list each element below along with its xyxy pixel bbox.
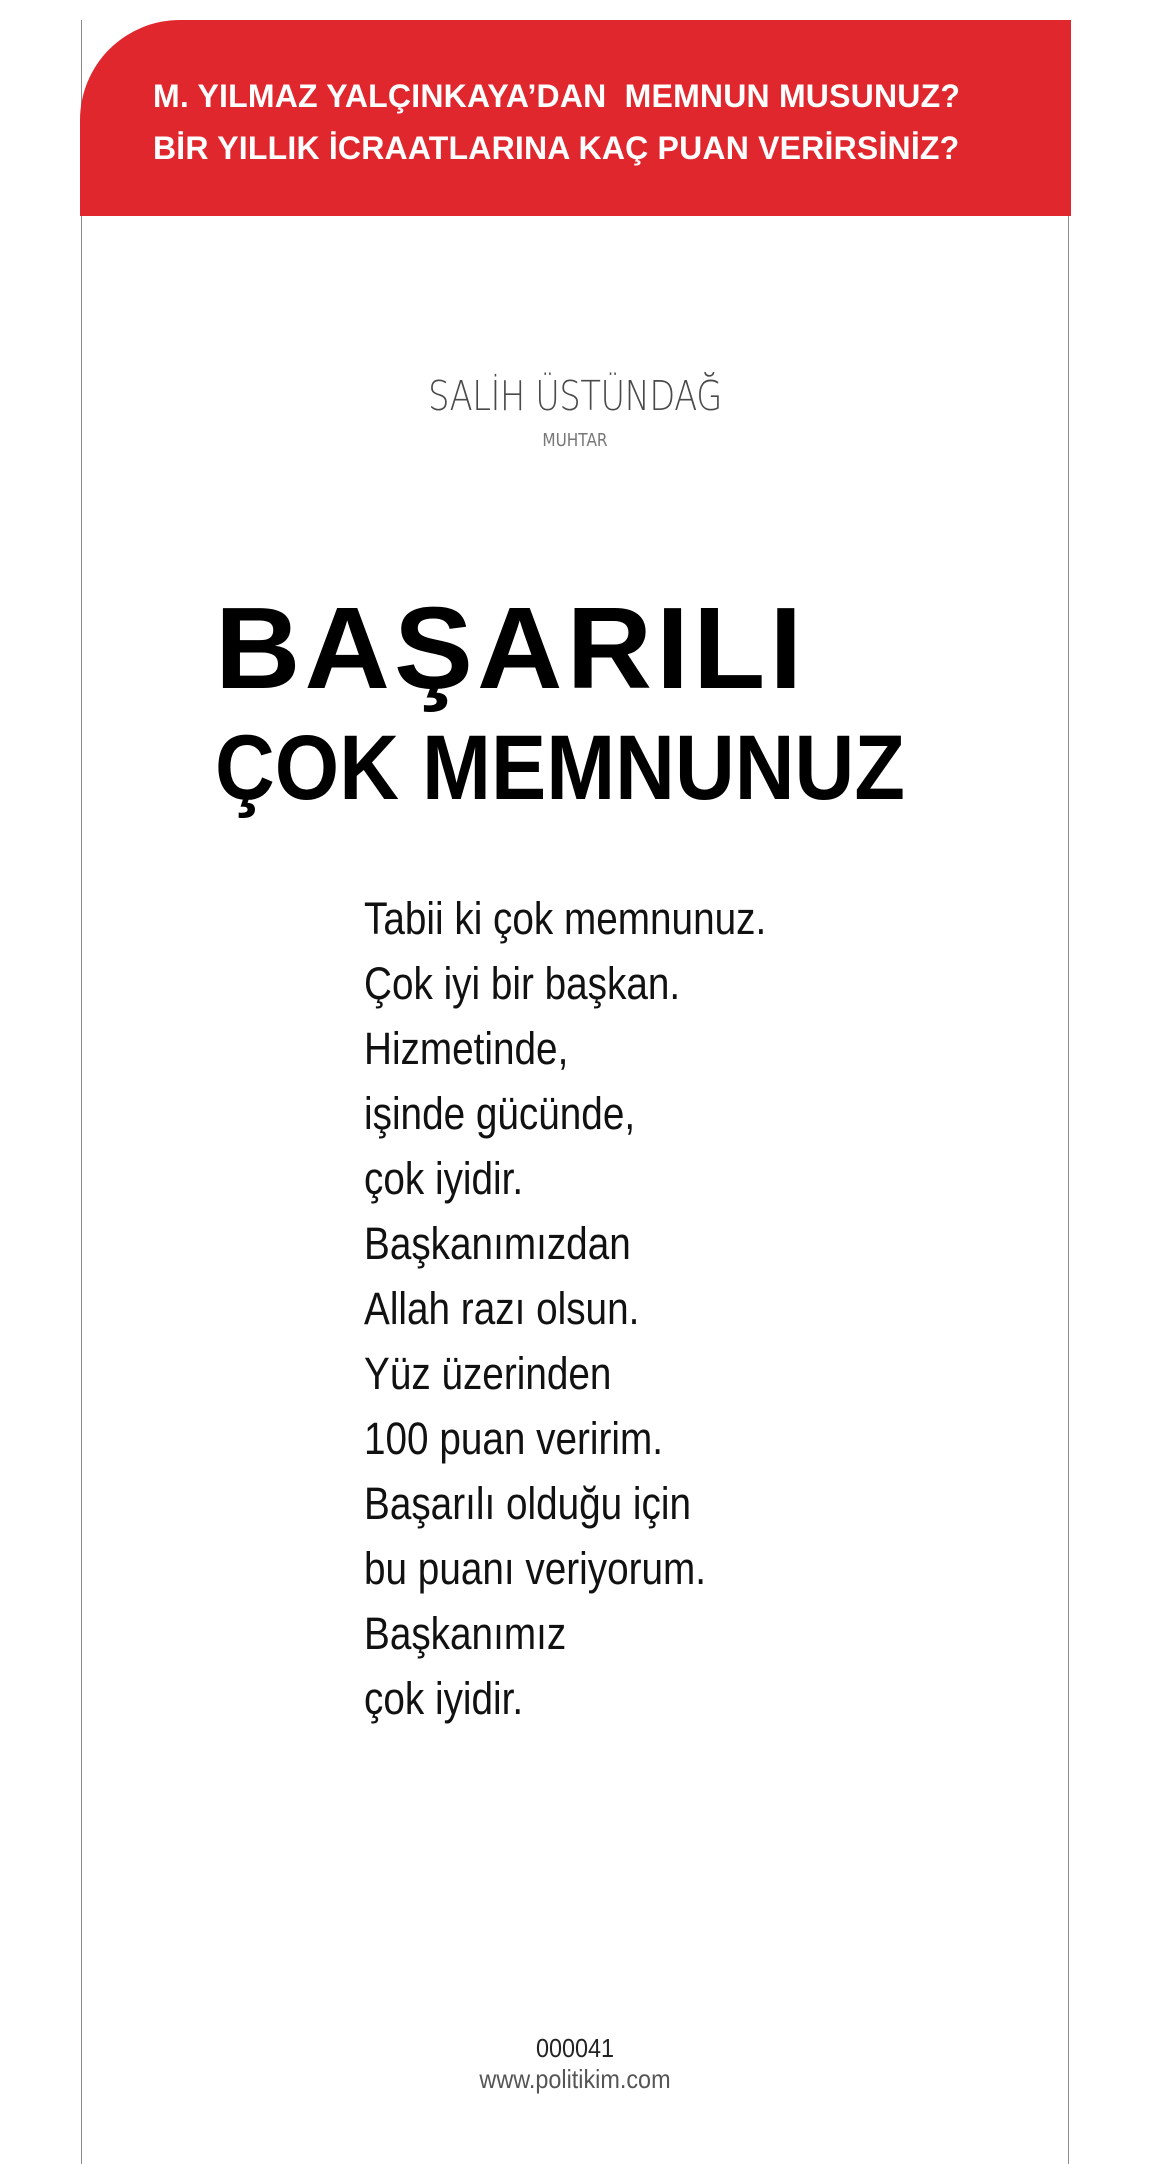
- quote-line: 100 puan veririm.: [364, 1413, 664, 1464]
- quote-line: Yüz üzerinden: [364, 1348, 612, 1399]
- quote-line: Başkanımızdan: [364, 1218, 631, 1269]
- person-name: SALİH ÜSTÜNDAĞ: [428, 372, 722, 420]
- quote-line: Çok iyi bir başkan.: [364, 958, 681, 1009]
- headline-sub: ÇOK MEMNUNUZ: [215, 717, 905, 819]
- quote-line: işinde gücünde,: [364, 1088, 636, 1139]
- quote-line: Başkanımız: [364, 1608, 567, 1659]
- quote-line: bu puanı veriyorum.: [364, 1543, 707, 1594]
- quote-line: Hizmetinde,: [364, 1023, 569, 1074]
- banner-question-line-2: BİR YILLIK İCRAATLARINA KAÇ PUAN VERİRSİNİZ?: [153, 130, 960, 166]
- quote-line: Allah razı olsun.: [364, 1283, 640, 1334]
- document-code: 000041: [535, 2033, 615, 2063]
- quote-body: [364, 886, 832, 1731]
- quote-line: Başarılı olduğu için: [364, 1478, 691, 1529]
- quote-line: çok iyidir.: [364, 1153, 524, 1204]
- person-role: MUHTAR: [542, 430, 608, 451]
- quote-line: Tabii ki çok memnunuz.: [364, 893, 767, 944]
- header-banner: [80, 20, 1071, 216]
- website-link[interactable]: www.politikim.com: [479, 2064, 671, 2094]
- quote-line: çok iyidir.: [364, 1673, 524, 1724]
- headline-main: BAŞARILI: [215, 583, 807, 713]
- banner-question-line-1: M. YILMAZ YALÇINKAYA’DAN MEMNUN MUSUNUZ?: [153, 78, 961, 114]
